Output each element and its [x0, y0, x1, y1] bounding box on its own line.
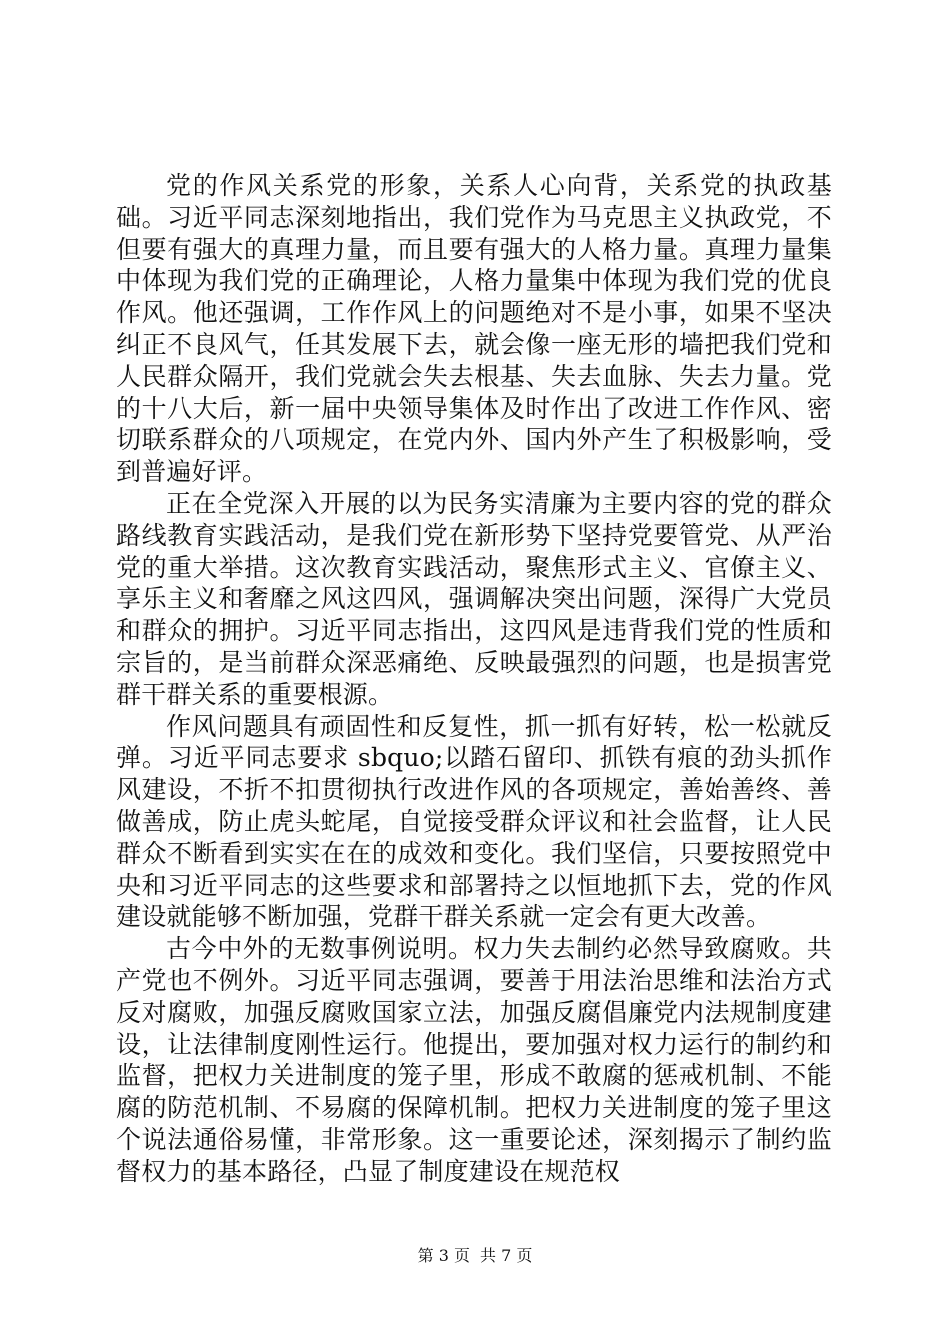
paragraph-1: 党的作风关系党的形象，关系人心向背，关系党的执政基础。习近平同志深刻地指出，我们党作为马克思主义执政党，不但要有强大的真理力量，而且要有强大的人格力量。真理力量集中体现为我们党的正确理论，人格力量集中体现为我们党的优良作风。他还强调，工作作风上的问题绝对不是小事，如果不坚决纠正不良风气，任其发展下去，就会像一座无形的墙把我们党和人民群众隔开，我们党就会失去根基、失去血脉、失去力量。党的十八大后，新一届中央领导集体及时作出了改进工作作风、密切联系群众的八项规定，在党内外、国内外产生了积极影响，受到普遍好评。 — [116, 171, 832, 487]
page-footer — [0, 1246, 950, 1266]
paragraph-2: 正在全党深入开展的以为民务实清廉为主要内容的党的群众路线教育实践活动，是我们党在新形势下坚持党要管党、从严治党的重大举措。这次教育实践活动，聚焦形式主义、官僚主义、享乐主义和奢靡之风这四风，强调解决突出问题，深得广大党员和群众的拥护。习近平同志指出，这四风是违背我们党的性质和宗旨的，是当前群众深恶痛绝、反映最强烈的问题，也是损害党群干群关系的重要根源。 — [116, 488, 832, 709]
page-number: 第 3 页 — [417, 1246, 470, 1265]
paragraph-4: 古今中外的无数事例说明。权力失去制约必然导致腐败。共产党也不例外。习近平同志强调，要善于用法治思维和法治方式反对腐败，加强反腐败国家立法，加强反腐倡廉党内法规制度建设，让法律制度刚性运行。他提出，要加强对权力运行的制约和监督，把权力关进制度的笼子里，形成不敢腐的惩戒机制、不能腐的防范机制、不易腐的保障机制。把权力关进制度的笼子里这个说法通俗易懂，非常形象。这一重要论述，深刻揭示了制约监督权力的基本路径，凸显了制度建设在规范权 — [116, 934, 832, 1186]
page-total: 共 7 页 — [480, 1246, 533, 1265]
paragraph-3: 作风问题具有顽固性和反复性，抓一抓有好转，松一松就反弹。习近平同志要求 sbquo;以踏石留印、抓铁有痕的劲头抓作风建设，不折不扣贯彻执行改进作风的各项规定，善始善终、善做善成，防止虎头蛇尾，自觉接受群众评议和社会监督，让人民群众不断看到实实在在的成效和变化。我们坚信，只要按照党中央和习近平同志的这些要求和部署持之以恒地抓下去，党的作风建设就能够不断加强，党群干群关系就一定会有更大改善。 — [116, 711, 832, 932]
document-body — [116, 170, 832, 1188]
